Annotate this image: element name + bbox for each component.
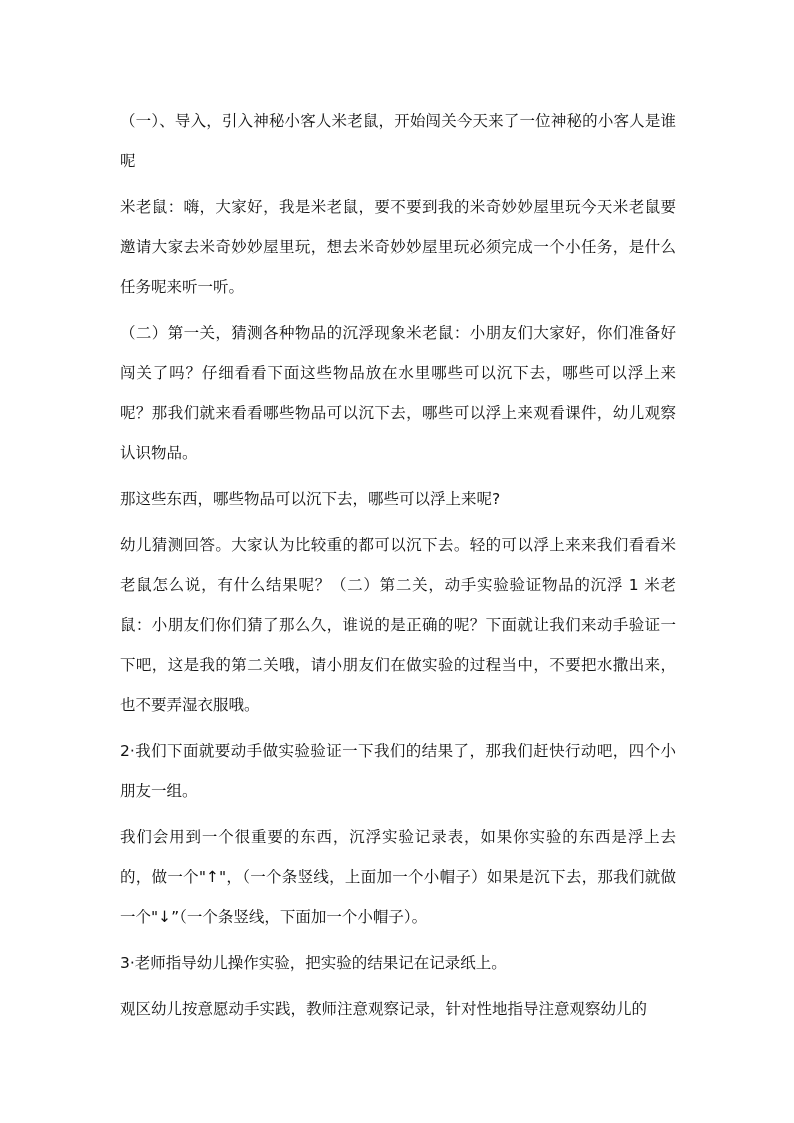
paragraph-step-2: 2·我们下面就要动手做实验验证一下我们的结果了，那我们赶快行动吧，四个小朋友一组。 (120, 742, 676, 800)
paragraph-observation: 观区幼儿按意愿动手实践，教师注意观察记录，针对性地指导注意观察幼儿的 (120, 1000, 648, 1018)
paragraph-step-3: 3·老师指导幼儿操作实验，把实验的结果记在记录纸上。 (120, 954, 507, 972)
paragraph-second-level: 幼儿猜测回答。大家认为比较重的都可以沉下去。轻的可以浮上来来我们看看米老鼠怎么说，有什么结果呢？（二）第二关，动手实验验证物品的沉浮 1 米老鼠：小朋友们你们猜了那么久，谁说的是正确的呢？下面就让我们来动手验证一下吧，这是我的第二关哦，请小朋友们在做实验的过程当中，不要把水撒出来，也不要弄湿衣服哦。 (120, 536, 676, 714)
paragraph-record-table: 我们会用到一个很重要的东西，沉浮实验记录表，如果你实验的东西是浮上去的，做一个"↑"，（一个条竖线，上面加一个小帽子）如果是沉下去，那我们就做一个"↓”（一个条竖线，下面加一个小帽子）。 (120, 828, 676, 926)
paragraph-mickey-greeting: 米老鼠：嗨，大家好，我是米老鼠，要不要到我的米奇妙妙屋里玩今天米老鼠要邀请大家去米奇妙妙屋里玩，想去米奇妙妙屋里玩必须完成一个小任务，是什么任务呢来听一听。 (120, 198, 676, 296)
paragraph-question: 那这些东西，哪些物品可以沉下去，哪些可以浮上来呢? (120, 490, 501, 508)
paragraph-intro: （一）、导入，引入神秘小客人米老鼠，开始闯关今天来了一位神秘的小客人是谁呢 (120, 112, 676, 170)
paragraph-first-level: （二）第一关，猜测各种物品的沉浮现象米老鼠：小朋友们大家好，你们准备好闯关了吗？仔细看看下面这些物品放在水里哪些可以沉下去，哪些可以浮上来呢？那我们就来看看哪些物品可以沉下去，哪些可以浮上来观看课件，幼儿观察认识物品。 (120, 324, 676, 462)
document-body (120, 101, 676, 1035)
